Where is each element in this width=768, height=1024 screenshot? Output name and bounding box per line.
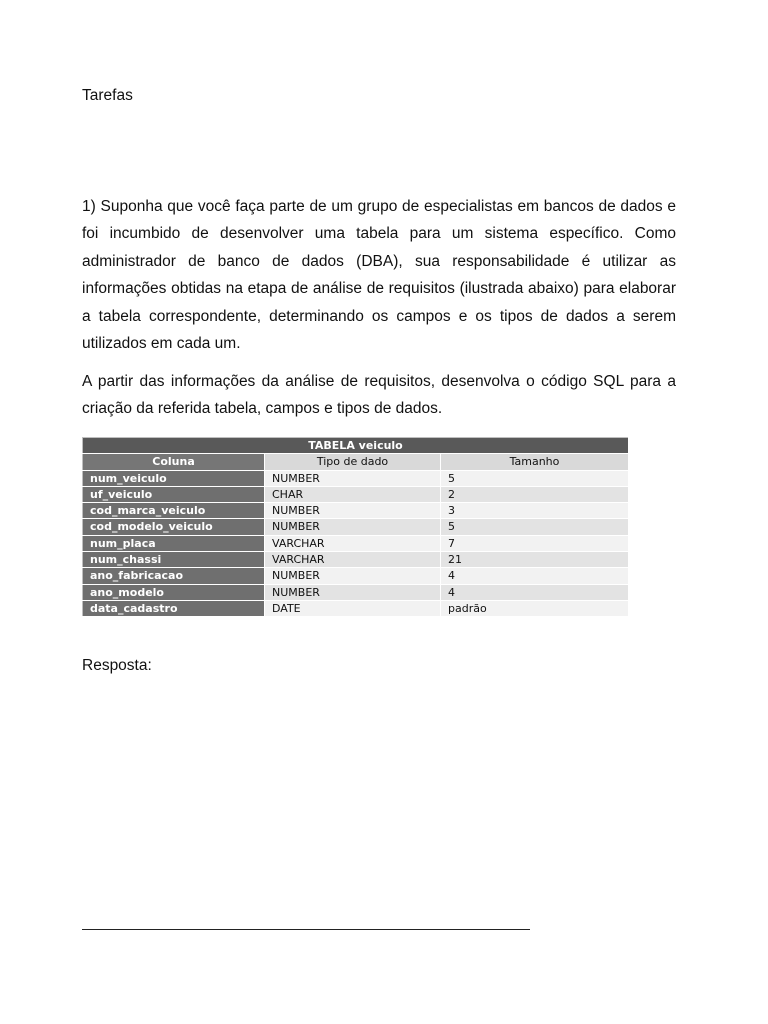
table-row <box>83 519 629 535</box>
table-caption-row <box>83 438 629 454</box>
answer-label: Resposta: <box>82 657 152 674</box>
cell-size: padrão <box>441 600 629 616</box>
table-row <box>83 535 629 551</box>
instruction-paragraph: A partir das informações da análise de requisitos, desenvolva o código SQL para a criação da referida tabela, campos e tipos de dados. <box>82 373 676 418</box>
requirements-table <box>82 437 629 617</box>
page-title: Tarefas <box>82 87 133 104</box>
table-caption: TABELA veiculo <box>83 438 629 454</box>
cell-column-name: data_cadastro <box>83 600 265 616</box>
cell-data-type: NUMBER <box>265 519 441 535</box>
column-header-size: Tamanho <box>441 454 629 470</box>
table-row <box>83 503 629 519</box>
table-row <box>83 552 629 568</box>
cell-column-name: ano_modelo <box>83 584 265 600</box>
table-row <box>83 600 629 616</box>
cell-data-type: NUMBER <box>265 470 441 486</box>
cell-column-name: num_veiculo <box>83 470 265 486</box>
cell-column-name: ano_fabricacao <box>83 568 265 584</box>
table-row <box>83 470 629 486</box>
cell-column-name: uf_veiculo <box>83 486 265 502</box>
cell-column-name: cod_marca_veiculo <box>83 503 265 519</box>
task-paragraph: 1) Suponha que você faça parte de um grupo de especialistas em bancos de dados e foi incumbido de desenvolver uma tabela para um sistema específico. Como administrador de banco de dados (DBA), sua responsabilidade é utilizar as informações obtidas na etapa de análise de requisitos (ilustrada abaixo) para elaborar a tabela correspondente, determinando os campos e os tipos de dados a serem utilizados em cada um. <box>82 198 676 353</box>
cell-size: 3 <box>441 503 629 519</box>
cell-data-type: NUMBER <box>265 584 441 600</box>
column-header-type: Tipo de dado <box>265 454 441 470</box>
cell-size: 5 <box>441 470 629 486</box>
cell-size: 7 <box>441 535 629 551</box>
cell-data-type: VARCHAR <box>265 552 441 568</box>
cell-column-name: num_chassi <box>83 552 265 568</box>
cell-data-type: NUMBER <box>265 503 441 519</box>
answer-signature-line <box>82 929 530 930</box>
cell-data-type: VARCHAR <box>265 535 441 551</box>
table-row <box>83 568 629 584</box>
cell-column-name: cod_modelo_veiculo <box>83 519 265 535</box>
table-header-row <box>83 454 629 470</box>
cell-size: 4 <box>441 584 629 600</box>
cell-column-name: num_placa <box>83 535 265 551</box>
column-header-name: Coluna <box>83 454 265 470</box>
cell-size: 2 <box>441 486 629 502</box>
cell-data-type: CHAR <box>265 486 441 502</box>
cell-size: 21 <box>441 552 629 568</box>
cell-data-type: DATE <box>265 600 441 616</box>
table-row <box>83 584 629 600</box>
cell-size: 4 <box>441 568 629 584</box>
cell-data-type: NUMBER <box>265 568 441 584</box>
cell-size: 5 <box>441 519 629 535</box>
table-row <box>83 486 629 502</box>
